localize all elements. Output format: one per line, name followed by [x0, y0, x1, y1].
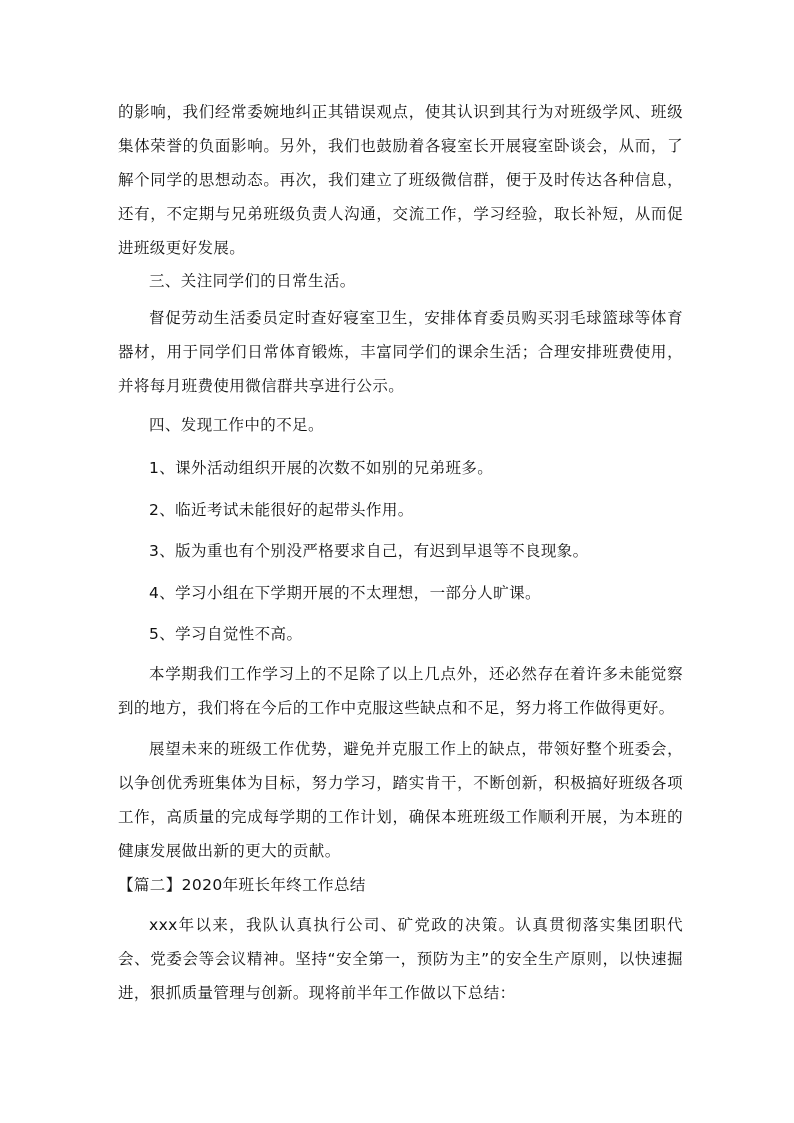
shortcoming-item-1: 1、课外活动组织开展的次数不如别的兄弟班多。	[149, 459, 494, 477]
paragraph-daily-life: 督促劳动生活委员定时查好寝室卫生，安排体育委员购买羽毛球篮球等体育器材，用于同学们日常体育锻炼，丰富同学们的课余生活；合理安排班费使用，并将每月班费使用微信群共享进行公示。	[118, 309, 683, 395]
paragraph-summary: 本学期我们工作学习上的不足除了以上几点外，还必然存在着许多未能觉察到的地方，我们将在今后的工作中克服这些缺点和不足，努力将工作做得更好。	[118, 665, 683, 717]
section-heading-three: 三、关注同学们的日常生活。	[149, 272, 356, 290]
shortcoming-item-4: 4、学习小组在下学期开展的不太理想，一部分人旷课。	[149, 584, 541, 602]
paragraph-outlook: 展望未来的班级工作优势，避免并克服工作上的缺点，带领好整个班委会，以争创优秀班集体为目标，努力学习，踏实肯干，不断创新，积极搞好班级各项工作，高质量的完成每学期的工作计划，确保本班班级工作顺利开展，为本班的健康发展做出新的更大的贡献。	[118, 740, 683, 860]
section-title-part-two: 【篇二】2020年班长年终工作总结	[118, 876, 366, 894]
shortcoming-item-2: 2、临近考试未能很好的起带头作用。	[149, 501, 414, 519]
paragraph-part-two-intro: xxx年以来，我队认真执行公司、矿党政的决策。认真贯彻落实集团职代会、党委会等会议精神。坚持“安全第一，预防为主”的安全生产原则，以快速掘进，狠抓质量管理与创新。现将前半年工作做以下总结：	[118, 916, 683, 1002]
paragraph-continuation: 的影响，我们经常委婉地纠正其错误观点，使其认识到其行为对班级学风、班级集体荣誉的负面影响。另外，我们也鼓励着各寝室长开展寝室卧谈会，从而，了解个同学的思想动态。再次，我们建立了班级微信群，便于及时传达各种信息，还有，不定期与兄弟班级负责人沟通，交流工作，学习经验，取长补短，从而促进班级更好发展。	[118, 103, 683, 257]
section-heading-four: 四、发现工作中的不足。	[149, 416, 324, 434]
shortcoming-item-3: 3、版为重也有个别没严格要求自己，有迟到早退等不良现象。	[149, 542, 589, 560]
shortcoming-item-5: 5、学习自觉性不高。	[149, 625, 303, 643]
